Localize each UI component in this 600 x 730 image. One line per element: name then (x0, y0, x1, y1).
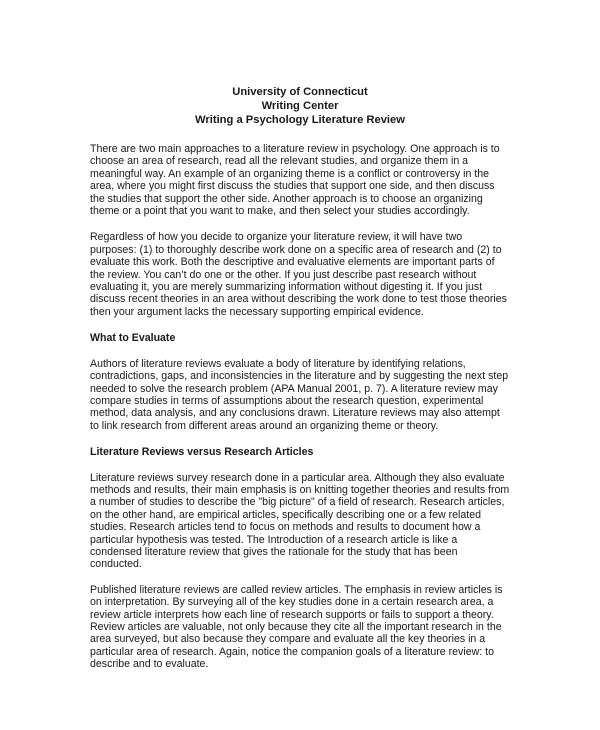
what-to-evaluate-paragraph: Authors of literature reviews evaluate a body of literature by identifying relations, contradictions, gaps, and inconsistencies in the literature and by suggesting the next step needed to solve the research problem (APA Manual 2001, p. 7). A literature review may compare studies in terms of assumptions about the research question, experimental method, data analysis, and any conclusions drawn. Literature reviews may also attempt to link research from different areas around an organizing theme or theory. (90, 357, 509, 432)
department-name: Writing Center (261, 100, 339, 112)
reviews-vs-articles-paragraph-1: Literature reviews survey research done in a particular area. Although they also evaluate methods and results, their main emphasis is on knitting together theories and results from a number of studies to describe the "big picture" of a field of research. Research articles, on the other hand, are empirical articles, specifically describing one or a few related studies. Research articles tend to focus on methods and results to document how a particular hypothesis was tested. The Introduction of a research article is like a condensed literature review that gives the rationale for the study that has been conducted. (90, 471, 510, 571)
section-heading-what-to-evaluate: What to Evaluate (90, 332, 176, 345)
section-heading-reviews-vs-articles: Literature Reviews versus Research Articles (90, 446, 314, 459)
document-header (90, 85, 510, 127)
institution-name: University of Connecticut (232, 86, 368, 98)
intro-paragraph-1: There are two main approaches to a literature review in psychology. One approach is to choose an area of research, read all the relevant studies, and organize them in a meaningful way. An example of an organizing theme is a conflict or controversy in the area, where you might first discuss the studies that support one side, and then discuss the studies that support the other side. Another approach is to choose an organizing theme or a point that you want to make, and then select your studies accordingly. (90, 143, 500, 218)
reviews-vs-articles-paragraph-2: Published literature reviews are called review articles. The emphasis in review articles is on interpretation. By surveying all of the key studies done in a certain research area, a review article interprets how each line of research supports or fails to support a theory. Review articles are valuable, not only because they cite all the important research in the area surveyed, but also because they compare and evaluate all the key theories in a particular area of research. Again, notice the companion goals of a literature review: to describe and to evaluate. (90, 583, 503, 671)
intro-paragraph-2: Regardless of how you decide to organize your literature review, it will have two purposes: (1) to thoroughly describe work done on a specific area of research and (2) to evaluate this work. Both the descriptive and evaluative elements are important parts of the review. You can’t do one or the other. If you just describe past research without evaluating it, you are merely summarizing information without digesting it. If you just discuss recent theories in an area without describing the work done to test those theories then your argument lacks the necessary supporting empirical evidence. (90, 231, 507, 318)
document-title: Writing a Psychology Literature Review (195, 114, 405, 126)
